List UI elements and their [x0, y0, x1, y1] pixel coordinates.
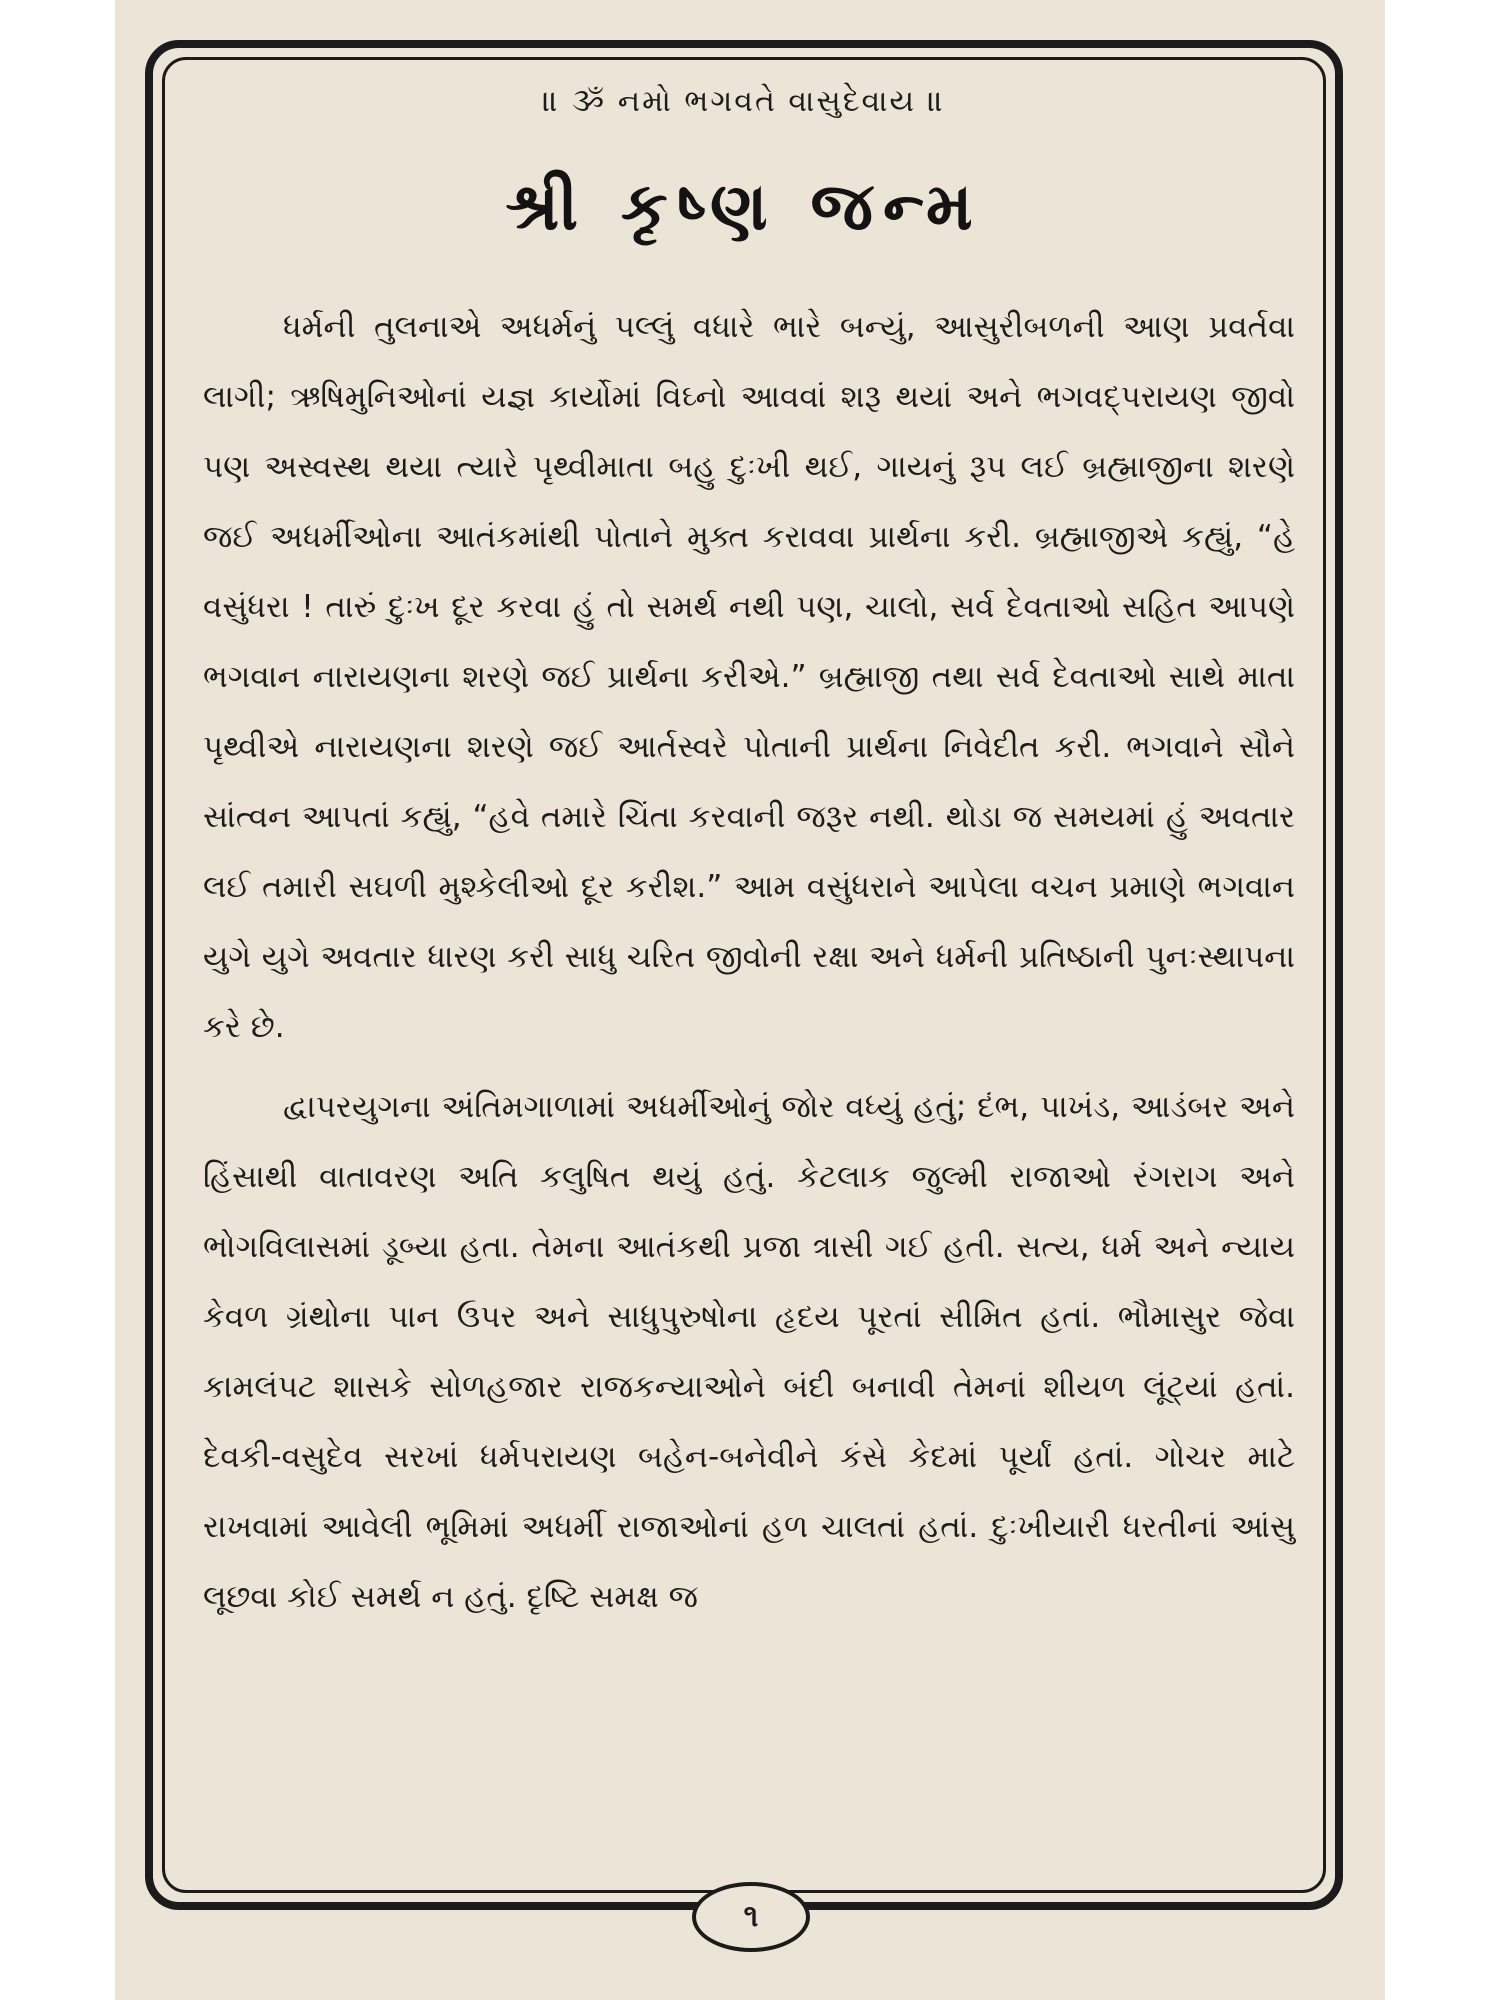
body-text	[203, 292, 1295, 1632]
paragraph-1: ધર્મની તુલનાએ અધર્મનું પલ્લું વધારે ભારે બન્યું, આસુરીબળની આણ પ્રવર્તવા લાગી; ઋષિમુનિઓનાં યજ્ઞ કાર્યોમાં વિઘ્નો આવવાં શરૂ થયાં અને ભગવદ્પરાયણ જીવો પણ અસ્વસ્થ થયા ત્યારે પૃથ્વીમાતા બહુ દુઃખી થઈ, ગાયનું રૂપ લઈ બ્રહ્માજીના શરણે જઈ અધર્મીઓના આતંકમાંથી પોતાને મુક્ત કરાવવા પ્રાર્થના કરી. બ્રહ્માજીએ કહ્યું, “હે વસુંધરા ! તારું દુઃખ દૂર કરવા હું તો સમર્થ નથી પણ, ચાલો, સર્વ દેવતાઓ સહિત આપણે ભગવાન નારાયણના શરણે જઈ પ્રાર્થના કરીએ.” બ્રહ્માજી તથા સર્વ દેવતાઓ સાથે માતા પૃથ્વીએ નારાયણના શરણે જઈ આર્તસ્વરે પોતાની પ્રાર્થના નિવેદીત કરી. ભગવાને સૌને સાંત્વન આપતાં કહ્યું, “હવે તમારે ચિંતા કરવાની જરૂર નથી. થોડા જ સમયમાં હું અવતાર લઈ તમારી સઘળી મુશ્કેલીઓ દૂર કરીશ.” આમ વસુંધરાને આપેલા વચન પ્રમાણે ભગવાન યુગે યુગે અવતાર ધારણ કરી સાધુ ચરિત જીવોની રક્ષા અને ધર્મની પ્રતિષ્ઠાની પુનઃસ્થાપના કરે છે.	[203, 309, 1295, 1045]
paragraph-2: દ્વાપરયુગના અંતિમગાળામાં અધર્મીઓનું જોર વધ્યું હતું; દંભ, પાખંડ, આડંબર અને હિંસાથી વાતાવરણ અતિ કલુષિત થયું હતું. કેટલાક જુલ્મી રાજાઓ રંગરાગ અને ભોગવિલાસમાં ડૂબ્યા હતા. તેમના આતંકથી પ્રજા ત્રાસી ગઈ હતી. સત્ય, ધર્મ અને ન્યાય કેવળ ગ્રંથોના પાન ઉપર અને સાધુપુરુષોના હૃદય પૂરતાં સીમિત હતાં. ભૌમાસુર જેવા કામલંપટ શાસકે સોળહજાર રાજકન્યાઓને બંદી બનાવી તેમનાં શીયળ લૂંટ્યાં હતાં. દેવકી-વસુદેવ સરખાં ધર્મપરાયણ બહેન-બનેવીને કંસે કેદમાં પૂર્યાં હતાં. ગોચર માટે રાખવામાં આવેલી ભૂમિમાં અધર્મી રાજાઓનાં હળ ચાલતાં હતાં. દુઃખીયારી ધરતીનાં આંસુ લૂછવા કોઈ સમર્થ ન હતું. દૃષ્ટિ સમક્ષ જ	[203, 1089, 1295, 1615]
chapter-title: શ્રી કૃષ્ણ જન્મ	[505, 168, 983, 245]
invocation-line: ॥ ૐ નમો ભગવતે વાસુદેવાય ॥	[542, 84, 946, 119]
page-number: ૧	[692, 1882, 810, 1952]
